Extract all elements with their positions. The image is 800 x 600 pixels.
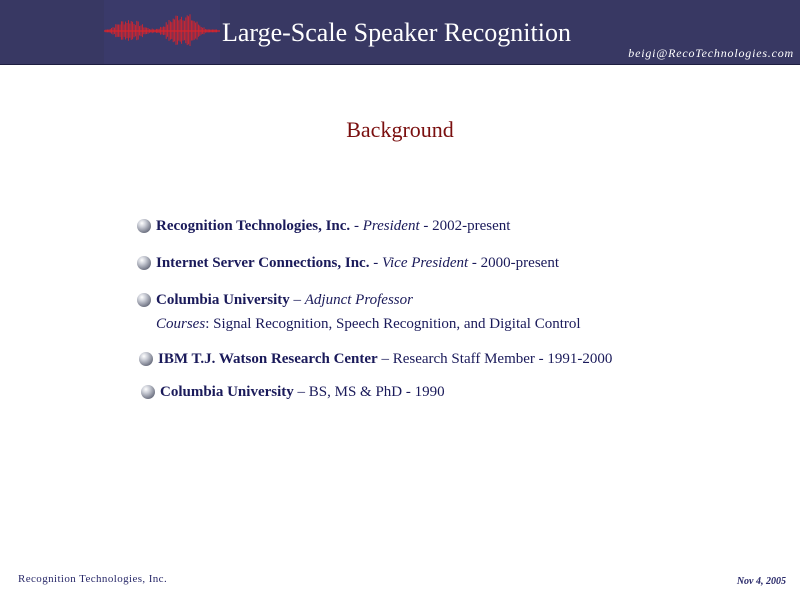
deck-title: Large-Scale Speaker Recognition xyxy=(222,18,571,47)
header-bar xyxy=(0,0,800,65)
list-item xyxy=(158,351,612,368)
footer-company: Recognition Technologies, Inc. xyxy=(18,573,168,585)
position-detail: – Research Staff Member - 1991-2000 xyxy=(377,351,613,367)
date-range: 2002-present xyxy=(432,218,511,234)
email-address: beigi@RecoTechnologies.com xyxy=(628,46,794,60)
sphere-bullet-icon xyxy=(141,385,155,399)
waveform-icon xyxy=(104,4,220,58)
date-range: 2000-present xyxy=(480,255,559,271)
role-title: Adjunct Professor xyxy=(304,292,413,308)
separator: – xyxy=(289,292,305,308)
slide-title: Background xyxy=(346,117,454,142)
separator: - xyxy=(369,255,382,271)
separator: - xyxy=(419,218,433,234)
organization-name: Columbia University xyxy=(160,384,294,400)
separator: - xyxy=(350,218,363,234)
courses-label: Courses xyxy=(156,316,206,332)
list-item xyxy=(156,218,510,235)
list-item xyxy=(156,292,413,309)
role-title: Vice President xyxy=(381,255,469,271)
courses-list: : Signal Recognition, Speech Recognition, and Digital Control xyxy=(205,316,581,332)
separator: - xyxy=(468,255,481,271)
organization-name: IBM T.J. Watson Research Center xyxy=(158,351,378,367)
courses-line xyxy=(156,316,581,333)
organization-name: Recognition Technologies, Inc. xyxy=(156,218,351,234)
list-item xyxy=(156,255,559,272)
sphere-bullet-icon xyxy=(137,293,151,307)
list-item xyxy=(160,384,445,401)
footer-date: Nov 4, 2005 xyxy=(736,576,786,587)
organization-name: Columbia University xyxy=(156,292,290,308)
sphere-bullet-icon xyxy=(139,352,153,366)
sphere-bullet-icon xyxy=(137,256,151,270)
sphere-bullet-icon xyxy=(137,219,151,233)
role-title: President xyxy=(362,218,420,234)
organization-name: Internet Server Connections, Inc. xyxy=(156,255,370,271)
degree-detail: – BS, MS & PhD - 1990 xyxy=(293,384,445,400)
